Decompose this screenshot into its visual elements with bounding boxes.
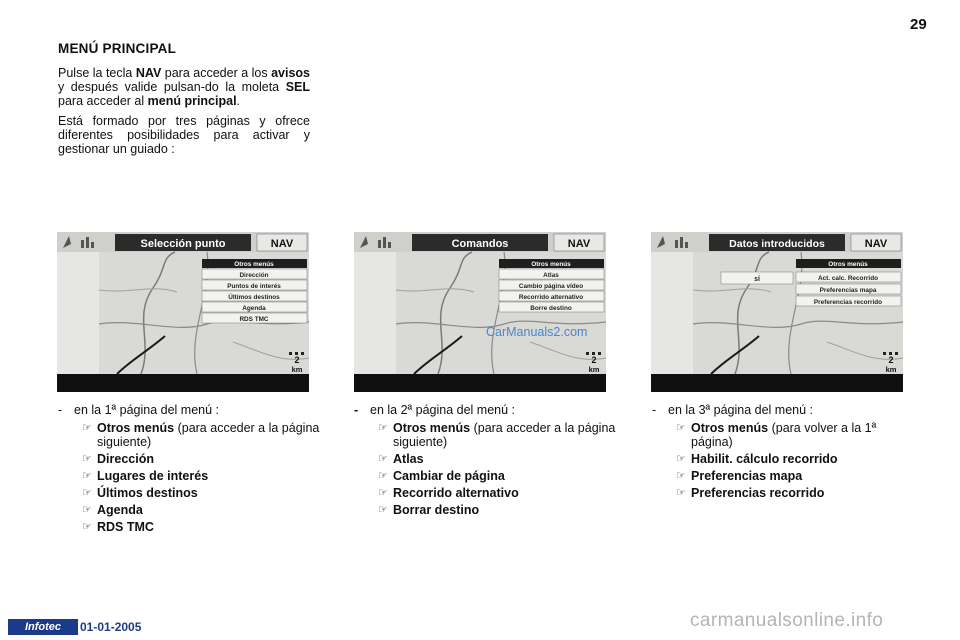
menu-item: Agenda [242, 305, 266, 312]
list-item: ☞ Otros menús (para acceder a la página siguiente) [82, 421, 320, 449]
menu-item: Act. calc. Recorrido [817, 275, 879, 282]
list-item: ☞ RDS TMC [82, 520, 154, 534]
menu-item-selected: Otros menús [234, 261, 274, 268]
watermark-text: CarManuals2.com [486, 325, 588, 339]
menu-list-page-1 [58, 403, 320, 537]
hand-pointer-icon: ☞ [676, 422, 686, 434]
hand-pointer-icon: ☞ [378, 453, 388, 465]
menu-item: Recorrido alternativo [518, 294, 584, 301]
footer-site-watermark: carmanualsonline.info [690, 610, 884, 631]
list-lead: - en la 2ª página del menú : [354, 403, 516, 417]
nav-screen-3-display [651, 232, 903, 392]
menu-item: Cambio página vídeo [518, 283, 584, 290]
hand-pointer-icon: ☞ [82, 470, 92, 482]
nav-screen-2-display [354, 232, 606, 392]
menu-item-selected: Otros menús [531, 261, 571, 268]
menu-item-selected: Otros menús [828, 261, 868, 268]
hand-pointer-icon: ☞ [82, 521, 92, 533]
scale-value: 2 [888, 355, 894, 365]
scale-unit: km [291, 365, 303, 374]
infotec-logo: Infotec [8, 619, 78, 635]
list-item: ☞ Agenda [82, 503, 143, 517]
menu-item: Dirección [239, 272, 269, 279]
menu-list-page-2 [354, 403, 616, 520]
list-item: ☞ Borrar destino [378, 503, 480, 517]
list-items [58, 421, 320, 534]
menu-item: Borre destino [530, 305, 572, 312]
intro-paragraph-2: Está formado por tres páginas y ofrece diferentes posibilidades para activar y gestionar un guiado : [58, 114, 310, 156]
menu-item: Puntos de interés [227, 283, 281, 290]
list-lead: - en la 3ª página del menú : [652, 403, 814, 417]
list-item: ☞ Otros menús (para volver a la 1ª página) [676, 421, 877, 449]
menu-list-page-3 [652, 403, 914, 503]
scale-unit: km [588, 365, 600, 374]
list-item: ☞ Otros menús (para acceder a la página siguiente) [378, 421, 616, 449]
list-item: ☞ Cambiar de página [378, 469, 505, 483]
nav-label: NAV [270, 238, 294, 250]
list-item: ☞ Habilit. cálculo recorrido [676, 452, 838, 466]
menu-item: Preferencias recorrido [813, 299, 883, 306]
page-number: 29 [910, 16, 927, 33]
intro-paragraph-1: Pulse la tecla NAV para acceder a los avisos y después valide pulsan-do la moleta SEL para acceder al menú principal. [58, 66, 311, 108]
list-item: ☞ Atlas [378, 452, 424, 466]
intro-section [58, 42, 310, 162]
hand-pointer-icon: ☞ [378, 422, 388, 434]
menu-item: Preferencias mapa [819, 287, 877, 294]
hand-pointer-icon: ☞ [82, 422, 92, 434]
hand-pointer-icon: ☞ [378, 470, 388, 482]
list-item: ☞ Recorrido alternativo [378, 486, 519, 500]
list-item: ☞ Últimos destinos [82, 486, 198, 500]
hand-pointer-icon: ☞ [82, 487, 92, 499]
side-value: sí [754, 276, 760, 283]
footer-date: 01-01-2005 [80, 620, 142, 634]
list-item: ☞ Dirección [82, 452, 154, 466]
menu-item: Últimos destinos [228, 294, 280, 301]
list-items [652, 421, 914, 500]
menu-item: RDS TMC [239, 316, 269, 323]
nav-label: NAV [864, 238, 888, 250]
scale-unit: km [885, 365, 897, 374]
list-item: ☞ Preferencias mapa [676, 469, 803, 483]
hand-pointer-icon: ☞ [676, 470, 686, 482]
list-item: ☞ Preferencias recorrido [676, 486, 825, 500]
nav-screen-1-display [57, 232, 309, 392]
screen-title: Datos introducidos [729, 238, 825, 250]
nav-screen-3 [651, 232, 903, 392]
scale-value: 2 [591, 355, 597, 365]
section-title: MENÚ PRINCIPAL [58, 41, 177, 56]
scale-value: 2 [294, 355, 300, 365]
nav-label: NAV [567, 238, 591, 250]
hand-pointer-icon: ☞ [676, 453, 686, 465]
list-items [354, 421, 616, 517]
hand-pointer-icon: ☞ [82, 453, 92, 465]
screen-title: Selección punto [140, 238, 226, 250]
hand-pointer-icon: ☞ [378, 504, 388, 516]
screen-title: Comandos [451, 238, 509, 250]
hand-pointer-icon: ☞ [676, 487, 686, 499]
menu-item: Atlas [543, 272, 559, 279]
hand-pointer-icon: ☞ [378, 487, 388, 499]
hand-pointer-icon: ☞ [82, 504, 92, 516]
list-item: ☞ Lugares de interés [82, 469, 209, 483]
nav-screen-1 [57, 232, 309, 392]
nav-screen-2 [354, 232, 606, 392]
list-lead: - en la 1ª página del menú : [58, 403, 220, 417]
